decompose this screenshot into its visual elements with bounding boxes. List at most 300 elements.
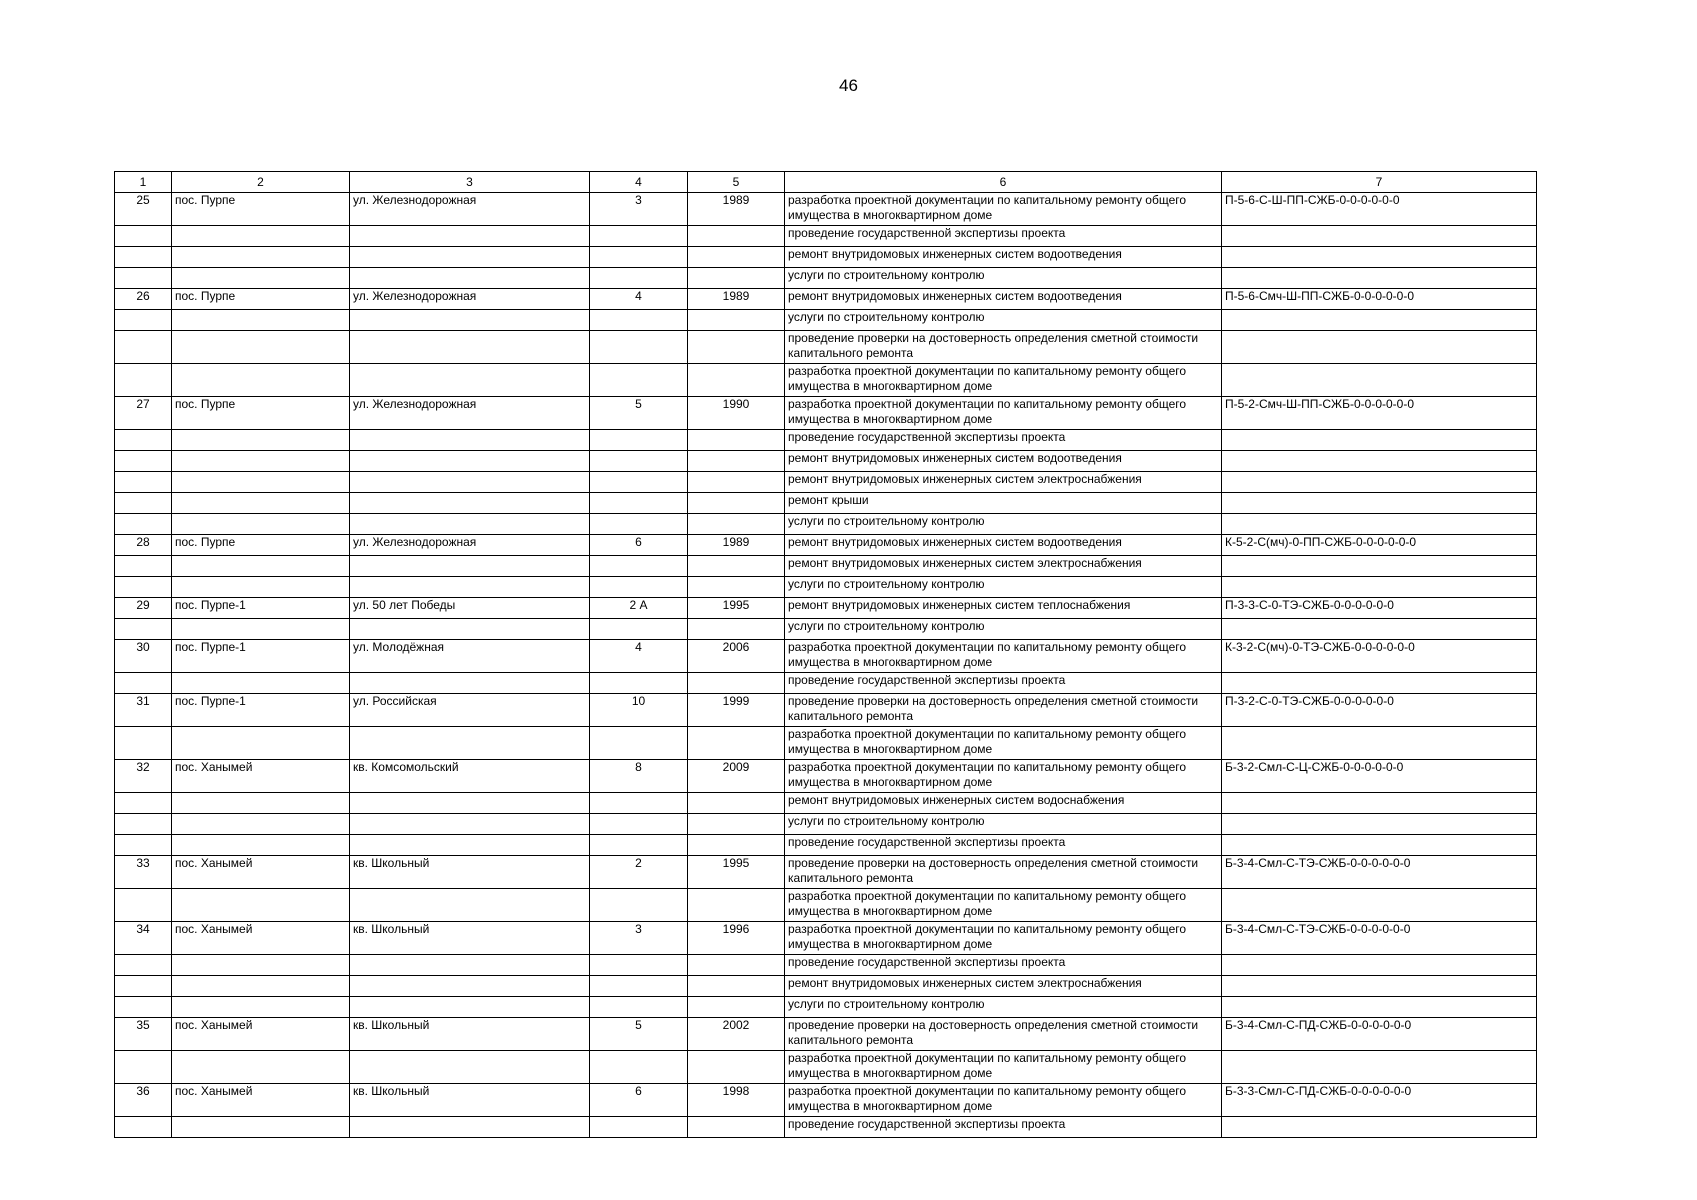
cell-number: 28 bbox=[115, 535, 172, 556]
cell-number: 34 bbox=[115, 922, 172, 955]
cell-street bbox=[350, 331, 590, 364]
cell-street: ул. 50 лет Победы bbox=[350, 598, 590, 619]
cell-year: 1989 bbox=[688, 193, 785, 226]
cell-street bbox=[350, 514, 590, 535]
cell-settlement bbox=[172, 472, 350, 493]
cell-house bbox=[590, 955, 688, 976]
cell-settlement bbox=[172, 814, 350, 835]
table-row bbox=[115, 514, 1537, 535]
cell-code bbox=[1222, 577, 1537, 598]
cell-street bbox=[350, 430, 590, 451]
cell-number bbox=[115, 493, 172, 514]
cell-street: кв. Школьный bbox=[350, 856, 590, 889]
cell-street bbox=[350, 493, 590, 514]
cell-work-type: разработка проектной документации по капитальному ремонту общего имущества в многоквартирном доме bbox=[785, 193, 1222, 226]
cell-settlement bbox=[172, 556, 350, 577]
cell-work-type: проведение государственной экспертизы проекта bbox=[785, 430, 1222, 451]
cell-year bbox=[688, 364, 785, 397]
cell-number: 33 bbox=[115, 856, 172, 889]
cell-year bbox=[688, 493, 785, 514]
cell-number bbox=[115, 619, 172, 640]
cell-number: 30 bbox=[115, 640, 172, 673]
table-row bbox=[115, 619, 1537, 640]
cell-number bbox=[115, 955, 172, 976]
cell-code bbox=[1222, 1051, 1537, 1084]
cell-house: 2 bbox=[590, 856, 688, 889]
table-row bbox=[115, 922, 1537, 955]
cell-work-type: услуги по строительному контролю bbox=[785, 619, 1222, 640]
cell-work-type: услуги по строительному контролю bbox=[785, 310, 1222, 331]
cell-street bbox=[350, 673, 590, 694]
cell-code: К-5-2-С(мч)-0-ПП-СЖБ-0-0-0-0-0-0 bbox=[1222, 535, 1537, 556]
cell-number: 35 bbox=[115, 1018, 172, 1051]
cell-street: кв. Школьный bbox=[350, 922, 590, 955]
cell-year bbox=[688, 430, 785, 451]
table-row bbox=[115, 727, 1537, 760]
cell-settlement bbox=[172, 1051, 350, 1084]
table-row bbox=[115, 430, 1537, 451]
cell-street bbox=[350, 226, 590, 247]
cell-code bbox=[1222, 310, 1537, 331]
cell-year bbox=[688, 793, 785, 814]
table-row bbox=[115, 193, 1537, 226]
table-row bbox=[115, 835, 1537, 856]
cell-work-type: услуги по строительному контролю bbox=[785, 814, 1222, 835]
cell-settlement bbox=[172, 451, 350, 472]
cell-house: 5 bbox=[590, 1018, 688, 1051]
cell-year bbox=[688, 331, 785, 364]
cell-code bbox=[1222, 556, 1537, 577]
table-row bbox=[115, 814, 1537, 835]
cell-street bbox=[350, 451, 590, 472]
cell-work-type: проведение государственной экспертизы проекта bbox=[785, 1117, 1222, 1138]
cell-code bbox=[1222, 451, 1537, 472]
cell-settlement bbox=[172, 514, 350, 535]
column-header: 1 bbox=[115, 172, 172, 193]
column-header: 4 bbox=[590, 172, 688, 193]
cell-code: П-3-2-С-0-ТЭ-СЖБ-0-0-0-0-0-0 bbox=[1222, 694, 1537, 727]
cell-work-type: проведение государственной экспертизы проекта bbox=[785, 835, 1222, 856]
cell-house bbox=[590, 514, 688, 535]
cell-house bbox=[590, 793, 688, 814]
column-header: 2 bbox=[172, 172, 350, 193]
table-row bbox=[115, 673, 1537, 694]
cell-settlement: пос. Ханымей bbox=[172, 1084, 350, 1117]
cell-work-type: проведение государственной экспертизы проекта bbox=[785, 955, 1222, 976]
table-row bbox=[115, 226, 1537, 247]
cell-house bbox=[590, 451, 688, 472]
cell-year: 1996 bbox=[688, 922, 785, 955]
cell-number bbox=[115, 889, 172, 922]
cell-settlement: пос. Пурпе-1 bbox=[172, 598, 350, 619]
cell-work-type: ремонт внутридомовых инженерных систем водоснабжения bbox=[785, 793, 1222, 814]
cell-number: 32 bbox=[115, 760, 172, 793]
cell-work-type: разработка проектной документации по капитальному ремонту общего имущества в многоквартирном доме bbox=[785, 1051, 1222, 1084]
cell-year bbox=[688, 577, 785, 598]
cell-year: 2002 bbox=[688, 1018, 785, 1051]
cell-work-type: ремонт внутридомовых инженерных систем электроснабжения bbox=[785, 472, 1222, 493]
cell-work-type: проведение проверки на достоверность определения сметной стоимости капитального ремонта bbox=[785, 1018, 1222, 1051]
table-row bbox=[115, 493, 1537, 514]
cell-number bbox=[115, 997, 172, 1018]
table-row bbox=[115, 289, 1537, 310]
cell-work-type: ремонт внутридомовых инженерных систем электроснабжения bbox=[785, 976, 1222, 997]
cell-street: ул. Российская bbox=[350, 694, 590, 727]
cell-street bbox=[350, 997, 590, 1018]
cell-code: Б-3-4-Смл-С-ТЭ-СЖБ-0-0-0-0-0-0 bbox=[1222, 856, 1537, 889]
cell-settlement bbox=[172, 997, 350, 1018]
cell-year bbox=[688, 1117, 785, 1138]
cell-house bbox=[590, 556, 688, 577]
cell-street bbox=[350, 835, 590, 856]
cell-settlement bbox=[172, 619, 350, 640]
cell-year bbox=[688, 619, 785, 640]
cell-settlement bbox=[172, 955, 350, 976]
cell-code bbox=[1222, 493, 1537, 514]
cell-code bbox=[1222, 997, 1537, 1018]
cell-house: 2 А bbox=[590, 598, 688, 619]
cell-house bbox=[590, 310, 688, 331]
table-row bbox=[115, 856, 1537, 889]
cell-street bbox=[350, 976, 590, 997]
table-row bbox=[115, 955, 1537, 976]
table-row bbox=[115, 331, 1537, 364]
cell-number bbox=[115, 331, 172, 364]
cell-house bbox=[590, 472, 688, 493]
cell-settlement bbox=[172, 247, 350, 268]
table-row bbox=[115, 1051, 1537, 1084]
cell-work-type: ремонт внутридомовых инженерных систем водоотведения bbox=[785, 289, 1222, 310]
cell-house: 3 bbox=[590, 193, 688, 226]
cell-year bbox=[688, 556, 785, 577]
cell-work-type: разработка проектной документации по капитальному ремонту общего имущества в многоквартирном доме bbox=[785, 922, 1222, 955]
table-row bbox=[115, 997, 1537, 1018]
cell-number bbox=[115, 226, 172, 247]
cell-code bbox=[1222, 976, 1537, 997]
cell-work-type: разработка проектной документации по капитальному ремонту общего имущества в многоквартирном доме bbox=[785, 640, 1222, 673]
cell-work-type: разработка проектной документации по капитальному ремонту общего имущества в многоквартирном доме bbox=[785, 760, 1222, 793]
cell-number bbox=[115, 814, 172, 835]
cell-work-type: разработка проектной документации по капитальному ремонту общего имущества в многоквартирном доме bbox=[785, 727, 1222, 760]
cell-street: ул. Молодёжная bbox=[350, 640, 590, 673]
cell-code bbox=[1222, 247, 1537, 268]
cell-street bbox=[350, 727, 590, 760]
table-row bbox=[115, 577, 1537, 598]
cell-number bbox=[115, 577, 172, 598]
cell-code: Б-3-4-Смл-С-ПД-СЖБ-0-0-0-0-0-0 bbox=[1222, 1018, 1537, 1051]
cell-settlement: пос. Пурпе bbox=[172, 535, 350, 556]
table-row bbox=[115, 1084, 1537, 1117]
cell-settlement: пос. Ханымей bbox=[172, 922, 350, 955]
cell-code bbox=[1222, 430, 1537, 451]
cell-settlement bbox=[172, 976, 350, 997]
cell-street bbox=[350, 472, 590, 493]
cell-settlement: пос. Пурпе-1 bbox=[172, 640, 350, 673]
cell-number bbox=[115, 976, 172, 997]
column-header: 5 bbox=[688, 172, 785, 193]
cell-number bbox=[115, 268, 172, 289]
cell-work-type: услуги по строительному контролю bbox=[785, 268, 1222, 289]
cell-settlement: пос. Ханымей bbox=[172, 856, 350, 889]
cell-house bbox=[590, 493, 688, 514]
table-row bbox=[115, 1018, 1537, 1051]
cell-work-type: ремонт внутридомовых инженерных систем водоотведения bbox=[785, 451, 1222, 472]
column-header: 7 bbox=[1222, 172, 1537, 193]
cell-year bbox=[688, 997, 785, 1018]
cell-code: П-5-6-С-Ш-ПП-СЖБ-0-0-0-0-0-0 bbox=[1222, 193, 1537, 226]
cell-work-type: разработка проектной документации по капитальному ремонту общего имущества в многоквартирном доме bbox=[785, 1084, 1222, 1117]
cell-year bbox=[688, 814, 785, 835]
cell-number bbox=[115, 793, 172, 814]
cell-settlement bbox=[172, 310, 350, 331]
cell-code bbox=[1222, 814, 1537, 835]
cell-number: 29 bbox=[115, 598, 172, 619]
cell-year: 1989 bbox=[688, 289, 785, 310]
table-row bbox=[115, 310, 1537, 331]
cell-street bbox=[350, 556, 590, 577]
cell-settlement: пос. Пурпе-1 bbox=[172, 694, 350, 727]
cell-house bbox=[590, 835, 688, 856]
cell-number bbox=[115, 364, 172, 397]
cell-year bbox=[688, 226, 785, 247]
cell-code: П-3-3-С-0-ТЭ-СЖБ-0-0-0-0-0-0 bbox=[1222, 598, 1537, 619]
cell-house: 8 bbox=[590, 760, 688, 793]
cell-number bbox=[115, 247, 172, 268]
cell-house: 6 bbox=[590, 535, 688, 556]
cell-house bbox=[590, 268, 688, 289]
cell-settlement: пос. Ханымей bbox=[172, 1018, 350, 1051]
table-row bbox=[115, 694, 1537, 727]
cell-code: К-3-2-С(мч)-0-ТЭ-СЖБ-0-0-0-0-0-0 bbox=[1222, 640, 1537, 673]
cell-number: 26 bbox=[115, 289, 172, 310]
cell-work-type: ремонт внутридомовых инженерных систем водоотведения bbox=[785, 535, 1222, 556]
cell-year bbox=[688, 451, 785, 472]
cell-house bbox=[590, 577, 688, 598]
cell-number: 27 bbox=[115, 397, 172, 430]
cell-street bbox=[350, 1117, 590, 1138]
table-row bbox=[115, 472, 1537, 493]
cell-street bbox=[350, 1051, 590, 1084]
cell-year bbox=[688, 673, 785, 694]
cell-work-type: проведение государственной экспертизы проекта bbox=[785, 673, 1222, 694]
table-row bbox=[115, 451, 1537, 472]
cell-number bbox=[115, 472, 172, 493]
cell-number bbox=[115, 1117, 172, 1138]
cell-number bbox=[115, 727, 172, 760]
table-body bbox=[115, 172, 1537, 1138]
cell-code bbox=[1222, 889, 1537, 922]
cell-settlement bbox=[172, 364, 350, 397]
table-row bbox=[115, 556, 1537, 577]
cell-work-type: проведение проверки на достоверность определения сметной стоимости капитального ремонта bbox=[785, 331, 1222, 364]
cell-work-type: проведение проверки на достоверность определения сметной стоимости капитального ремонта bbox=[785, 694, 1222, 727]
cell-number bbox=[115, 430, 172, 451]
cell-code bbox=[1222, 226, 1537, 247]
cell-settlement: пос. Пурпе bbox=[172, 289, 350, 310]
cell-year bbox=[688, 727, 785, 760]
cell-code bbox=[1222, 793, 1537, 814]
cell-code: Б-3-2-Смл-С-Ц-СЖБ-0-0-0-0-0-0 bbox=[1222, 760, 1537, 793]
cell-house bbox=[590, 727, 688, 760]
cell-street: ул. Железнодорожная bbox=[350, 193, 590, 226]
cell-street bbox=[350, 793, 590, 814]
cell-house bbox=[590, 889, 688, 922]
table-row bbox=[115, 364, 1537, 397]
cell-street: ул. Железнодорожная bbox=[350, 289, 590, 310]
cell-code bbox=[1222, 619, 1537, 640]
cell-number bbox=[115, 451, 172, 472]
works-table bbox=[114, 171, 1537, 1138]
cell-number bbox=[115, 673, 172, 694]
cell-work-type: ремонт крыши bbox=[785, 493, 1222, 514]
cell-house bbox=[590, 331, 688, 364]
cell-code bbox=[1222, 514, 1537, 535]
cell-code bbox=[1222, 472, 1537, 493]
cell-year: 1989 bbox=[688, 535, 785, 556]
cell-year bbox=[688, 310, 785, 331]
cell-settlement bbox=[172, 835, 350, 856]
cell-work-type: ремонт внутридомовых инженерных систем водоотведения bbox=[785, 247, 1222, 268]
cell-year: 1995 bbox=[688, 598, 785, 619]
cell-year: 2006 bbox=[688, 640, 785, 673]
cell-work-type: услуги по строительному контролю bbox=[785, 997, 1222, 1018]
cell-year: 1998 bbox=[688, 1084, 785, 1117]
cell-number bbox=[115, 835, 172, 856]
cell-house bbox=[590, 226, 688, 247]
cell-street: кв. Школьный bbox=[350, 1084, 590, 1117]
cell-street bbox=[350, 247, 590, 268]
cell-house: 6 bbox=[590, 1084, 688, 1117]
cell-settlement bbox=[172, 673, 350, 694]
cell-house: 5 bbox=[590, 397, 688, 430]
cell-settlement bbox=[172, 889, 350, 922]
cell-work-type: разработка проектной документации по капитальному ремонту общего имущества в многоквартирном доме bbox=[785, 889, 1222, 922]
cell-year: 2009 bbox=[688, 760, 785, 793]
cell-settlement bbox=[172, 793, 350, 814]
table-header-row bbox=[115, 172, 1537, 193]
cell-house bbox=[590, 430, 688, 451]
cell-work-type: разработка проектной документации по капитальному ремонту общего имущества в многоквартирном доме bbox=[785, 364, 1222, 397]
page-number: 46 bbox=[839, 76, 858, 95]
cell-settlement bbox=[172, 430, 350, 451]
cell-code bbox=[1222, 1117, 1537, 1138]
cell-year bbox=[688, 514, 785, 535]
cell-code bbox=[1222, 673, 1537, 694]
cell-number bbox=[115, 514, 172, 535]
cell-code bbox=[1222, 331, 1537, 364]
cell-year bbox=[688, 835, 785, 856]
cell-number bbox=[115, 1051, 172, 1084]
table-row bbox=[115, 598, 1537, 619]
cell-house bbox=[590, 1117, 688, 1138]
cell-street bbox=[350, 955, 590, 976]
cell-code bbox=[1222, 727, 1537, 760]
cell-house bbox=[590, 364, 688, 397]
cell-work-type: проведение проверки на достоверность определения сметной стоимости капитального ремонта bbox=[785, 856, 1222, 889]
cell-year bbox=[688, 1051, 785, 1084]
cell-year: 1995 bbox=[688, 856, 785, 889]
table-row bbox=[115, 535, 1537, 556]
cell-street: ул. Железнодорожная bbox=[350, 535, 590, 556]
cell-year bbox=[688, 472, 785, 493]
cell-number: 36 bbox=[115, 1084, 172, 1117]
table-row bbox=[115, 889, 1537, 922]
cell-settlement bbox=[172, 226, 350, 247]
cell-settlement bbox=[172, 1117, 350, 1138]
cell-street bbox=[350, 889, 590, 922]
cell-street: кв. Комсомольский bbox=[350, 760, 590, 793]
cell-code: Б-3-4-Смл-С-ТЭ-СЖБ-0-0-0-0-0-0 bbox=[1222, 922, 1537, 955]
table-row bbox=[115, 1117, 1537, 1138]
cell-street bbox=[350, 268, 590, 289]
cell-house bbox=[590, 976, 688, 997]
cell-code bbox=[1222, 268, 1537, 289]
cell-settlement: пос. Ханымей bbox=[172, 760, 350, 793]
table-row bbox=[115, 793, 1537, 814]
cell-year: 1990 bbox=[688, 397, 785, 430]
cell-settlement bbox=[172, 727, 350, 760]
table-row bbox=[115, 640, 1537, 673]
cell-street: ул. Железнодорожная bbox=[350, 397, 590, 430]
cell-house: 3 bbox=[590, 922, 688, 955]
cell-settlement bbox=[172, 331, 350, 364]
cell-code: П-5-2-Смч-Ш-ПП-СЖБ-0-0-0-0-0-0 bbox=[1222, 397, 1537, 430]
column-header: 6 bbox=[785, 172, 1222, 193]
cell-work-type: услуги по строительному контролю bbox=[785, 577, 1222, 598]
cell-number: 31 bbox=[115, 694, 172, 727]
cell-house: 10 bbox=[590, 694, 688, 727]
table-row bbox=[115, 397, 1537, 430]
cell-number bbox=[115, 310, 172, 331]
cell-house: 4 bbox=[590, 289, 688, 310]
cell-settlement: пос. Пурпе bbox=[172, 193, 350, 226]
table-row bbox=[115, 976, 1537, 997]
cell-settlement: пос. Пурпе bbox=[172, 397, 350, 430]
cell-code bbox=[1222, 955, 1537, 976]
cell-street bbox=[350, 577, 590, 598]
cell-street: кв. Школьный bbox=[350, 1018, 590, 1051]
cell-number: 25 bbox=[115, 193, 172, 226]
cell-code bbox=[1222, 364, 1537, 397]
cell-work-type: услуги по строительному контролю bbox=[785, 514, 1222, 535]
table-row bbox=[115, 247, 1537, 268]
cell-year bbox=[688, 889, 785, 922]
cell-house bbox=[590, 619, 688, 640]
cell-year bbox=[688, 247, 785, 268]
cell-code: Б-3-3-Смл-С-ПД-СЖБ-0-0-0-0-0-0 bbox=[1222, 1084, 1537, 1117]
cell-house bbox=[590, 814, 688, 835]
cell-house bbox=[590, 247, 688, 268]
cell-code: П-5-6-Смч-Ш-ПП-СЖБ-0-0-0-0-0-0 bbox=[1222, 289, 1537, 310]
cell-number bbox=[115, 556, 172, 577]
column-header: 3 bbox=[350, 172, 590, 193]
table-row bbox=[115, 268, 1537, 289]
cell-street bbox=[350, 310, 590, 331]
cell-house: 4 bbox=[590, 640, 688, 673]
cell-year bbox=[688, 268, 785, 289]
cell-work-type: разработка проектной документации по капитальному ремонту общего имущества в многоквартирном доме bbox=[785, 397, 1222, 430]
cell-year: 1999 bbox=[688, 694, 785, 727]
cell-street bbox=[350, 814, 590, 835]
cell-work-type: ремонт внутридомовых инженерных систем электроснабжения bbox=[785, 556, 1222, 577]
cell-work-type: ремонт внутридомовых инженерных систем теплоснабжения bbox=[785, 598, 1222, 619]
cell-settlement bbox=[172, 577, 350, 598]
cell-settlement bbox=[172, 493, 350, 514]
cell-year bbox=[688, 955, 785, 976]
cell-code bbox=[1222, 835, 1537, 856]
cell-street bbox=[350, 619, 590, 640]
cell-street bbox=[350, 364, 590, 397]
